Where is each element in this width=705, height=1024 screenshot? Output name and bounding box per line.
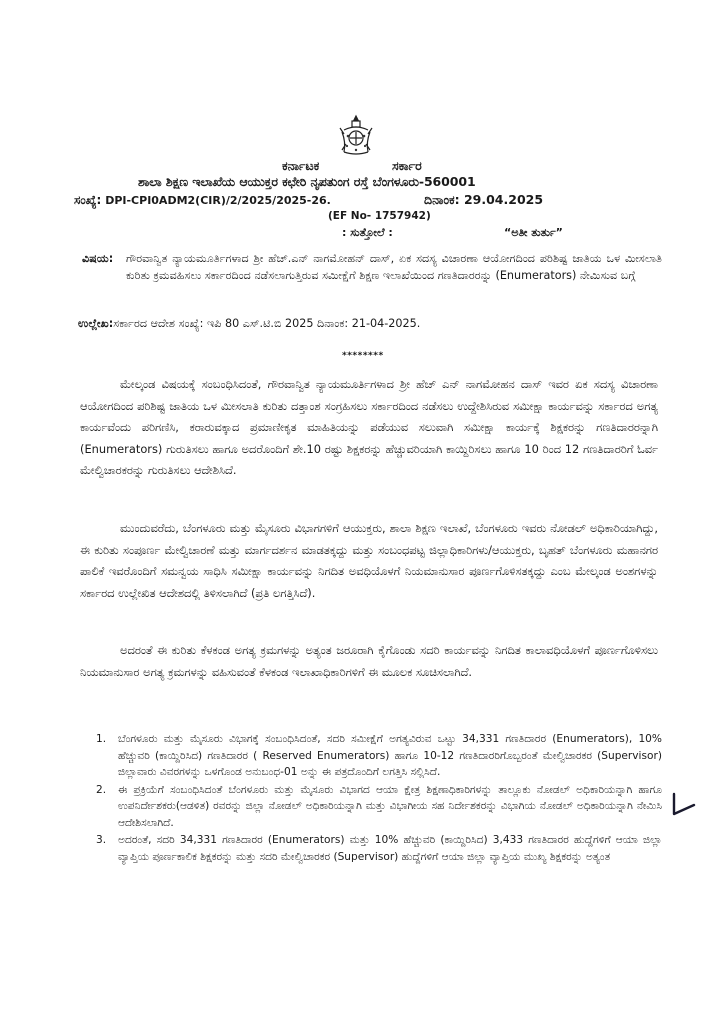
- reference-text: ಸರ್ಕಾರದ ಆದೇಶ ಸಂಖ್ಯೆ: ಇಪಿ 80 ಎಸ್.ಟಿ.ಬಿ 2025 ದಿನಾಂಕ: 21-04-2025.: [113, 317, 421, 330]
- subject-block: [82, 251, 662, 284]
- list-item: [96, 782, 662, 832]
- karnataka-emblem-icon: [336, 114, 376, 158]
- paragraph-text: ಮುಂದುವರೆದು, ಬೆಂಗಳೂರು ಮತ್ತು ಮೈಸೂರು ವಿಭಾಗಗಳಿಗೆ ಆಯುಕ್ತರು, ಶಾಲಾ ಶಿಕ್ಷಣ ಇಲಾಖೆ, ಬೆಂಗಳೂರು ಇವರು ನೋಡಲ್ ಅಧಿಕಾರಿಯಾಗಿದ್ದು, ಈ ಕುರಿತು ಸಂಪೂರ್ಣ ಮೇಲ್ವಿಚಾರಣೆ ಮತ್ತು ಮಾರ್ಗದರ್ಶನ ಮಾಡತಕ್ಕದ್ದು ಮತ್ತು ಸಂಬಂಧಪಟ್ಟ ಜಿಲ್ಲಾಧಿಕಾರಿಗಳು/ಆಯುಕ್ತರು, ಬೃಹತ್ ಬೆಂಗಳೂರು ಮಹಾನಗರ ಪಾಲಿಕೆ ಇವರೊಂದಿಗೆ ಸಮನ್ವಯ ಸಾಧಿಸಿ ಸಮೀಕ್ಷಾ ಕಾರ್ಯವನ್ನು ನಿಗದಿತ ಅವಧಿಯೊಳಗೆ ನಿಯಮಾನುಸಾರ ಪೂರ್ಣಗೊಳಿಸತಕ್ಕದ್ದು ಎಂಬ ಮೇಲ್ಕಂಡ ಅಂಶಗಳನ್ನು ಸರ್ಕಾರದ ಉಲ್ಲೇಖಿತ ಆದೇಶದಲ್ಲಿ ತಿಳಿಸಲಾಗಿದೆ (ಪ್ರತಿ ಲಗತ್ತಿಸಿದೆ).: [80, 521, 658, 600]
- circular-title: : ಸುತ್ತೋಲೆ :: [342, 226, 393, 239]
- government-name-right: ಸರ್ಕಾರ: [392, 158, 422, 173]
- subject-label: ವಿಷಯ:: [82, 252, 114, 265]
- list-item: [96, 731, 662, 781]
- instruction-list: [96, 731, 662, 866]
- paragraph-2: [80, 518, 658, 604]
- list-item-number: 3.: [96, 834, 107, 846]
- date-label: ದಿನಾಂಕ:: [424, 192, 460, 207]
- list-item-number: 1.: [96, 733, 107, 745]
- list-item-text: ಬೆಂಗಳೂರು ಮತ್ತು ಮೈಸೂರು ವಿಭಾಗಕ್ಕೆ ಸಂಬಂಧಿಸಿದಂತೆ, ಸದರಿ ಸಮೀಕ್ಷೆಗೆ ಅಗತ್ಯವಿರುವ ಒಟ್ಟು 34,331 ಗಣತಿದಾರರ (Enumerators), 10% ಹೆಚ್ಚುವರಿ (ಕಾಯ್ದಿರಿಸಿದ) ಗಣತಿದಾರರ ( Reserved Enumerators) ಹಾಗೂ 10-12 ಗಣತಿದಾರರಿಗೊಬ್ಬರಂತೆ ಮೇಲ್ವಿಚಾರಕರ (Supervisor) ಜಿಲ್ಲಾವಾರು ವಿವರಗಳನ್ನು ಒಳಗೊಂಡ ಅನುಬಂಧ-01 ಅನ್ನು ಈ ಪತ್ರದೊಂದಿಗೆ ಲಗತ್ತಿಸಿ ಸಲ್ಲಿಸಿದೆ.: [118, 733, 662, 778]
- list-item-text: ಈ ಪ್ರಕ್ರಿಯೆಗೆ ಸಂಬಂಧಿಸಿದಂತೆ ಬೆಂಗಳೂರು ಮತ್ತು ಮೈಸೂರು ವಿಭಾಗದ ಆಯಾ ಕ್ಷೇತ್ರ ಶಿಕ್ಷಣಾಧಿಕಾರಿಗಳನ್ನು ತಾಲ್ಲೂಕು ನೋಡಲ್ ಅಧಿಕಾರಿಯನ್ನಾಗಿ ಹಾಗೂ ಉಪನಿರ್ದೇಶಕರು(ಆಡಳಿತ) ರವರನ್ನು ಜಿಲ್ಲಾ ನೋಡಲ್ ಅಧಿಕಾರಿಯನ್ನಾಗಿ ಮತ್ತು ವಿಭಾಗೀಯ ಸಹ ನಿರ್ದೇಶಕರನ್ನು ವಿಭಾಗಿಯ ನೋಡಲ್ ಅಧಿಕಾರಿಯನ್ನಾಗಿ ನೇಮಿಸಿ ಆದೇಶಿಸಲಾಗಿದೆ.: [118, 783, 662, 829]
- list-item-number: 2.: [96, 783, 107, 796]
- paragraph-1: [80, 374, 658, 482]
- reference-number: [74, 193, 331, 208]
- reference-number-label: ಸಂಖ್ಯೆ:: [74, 193, 102, 207]
- subject-text: ಗೌರವಾನ್ವಿತ ನ್ಯಾಯಮೂರ್ತಿಗಳಾದ ಶ್ರೀ ಹೆಚ್.ಎನ್ ನಾಗಮೋಹನ್ ದಾಸ್, ಏಕ ಸದಸ್ಯ ವಿಚಾರಣಾ ಆಯೋಗದಿಂದ ಪರಿಶಿಷ್ಟ ಜಾತಿಯ ಒಳ ಮೀಸಲಾತಿ ಕುರಿತು ಕ್ರಮವಹಿಸಲು ಸರ್ಕಾರದಿಂದ ನಡೆಸಲಾಗುತ್ತಿರುವ ಸಮೀಕ್ಷೆಗೆ ಶಿಕ್ಷಣ ಇಲಾಖೆಯಿಂದ ಗಣತಿದಾರರನ್ನು (Enumerators) ನೇಮಿಸುವ ಬಗ್ಗೆ: [126, 252, 662, 282]
- paragraph-text: ಮೇಲ್ಕಂಡ ವಿಷಯಕ್ಕೆ ಸಂಬಂಧಿಸಿದಂತೆ, ಗೌರವಾನ್ವಿತ ನ್ಯಾಯಮೂರ್ತಿಗಳಾದ ಶ್ರೀ ಹೆಚ್ ಎನ್ ನಾಗಮೋಹನ ದಾಸ್ ಇವರ ಏಕ ಸದಸ್ಯ ವಿಚಾರಣಾ ಆಯೋಗದಿಂದ ಪರಿಶಿಷ್ಟ ಜಾತಿಯ ಒಳ ಮೀಸಲಾತಿ ಕುರಿತು ದತ್ತಾಂಶ ಸಂಗ್ರಹಿಸಲು ಸರ್ಕಾರದಿಂದ ನಡೆಸಲು ಉದ್ದೇಶಿಸಿರುವ ಸಮೀಕ್ಷಾ ಕಾರ್ಯವನ್ನು ಸರ್ಕಾರದ ಅಗತ್ಯ ಕಾರ್ಯವೆಂದು ಪರಿಗಣಿಸಿ, ಕರಾರುವಕ್ಕಾದ ಪ್ರಮಾಣೀಕೃತ ಮಾಹಿತಿಯನ್ನು ಪಡೆಯುವ ಸಲುವಾಗಿ ಸಮೀಕ್ಷಾ ಕಾರ್ಯಕ್ಕೆ ಶಿಕ್ಷಕರನ್ನು ಗಣತಿದಾರರನ್ನಾಗಿ (Enumerators) ಗುರುತಿಸಲು ಹಾಗೂ ಅದರೊಂದಿಗೆ ಶೇ.10 ರಷ್ಟು ಶಿಕ್ಷಕರನ್ನು ಹೆಚ್ಚುವರಿಯಾಗಿ ಕಾಯ್ದಿರಿಸಲು ಹಾಗೂ 10 ರಿಂದ 12 ಗಣತಿದಾರರಿಗೆ ಓರ್ವ ಮೇಲ್ವಿಚಾರಕರನ್ನು ಗುರುತಿಸಲು ಆದೇಶಿಸಿದೆ.: [80, 377, 658, 478]
- list-item: [96, 832, 662, 865]
- ef-number: (EF No- 1757942): [328, 210, 431, 222]
- office-address: ಶಾಲಾ ಶಿಕ್ಷಣ ಇಲಾಖೆಯ ಆಯುಕ್ತರ ಕಛೇರಿ ನೃಪತುಂಗ ರಸ್ತೆ ಬೆಂಗಳೂರು-560001: [138, 174, 476, 189]
- government-name-left: ಕರ್ನಾಟಕ: [282, 158, 320, 173]
- separator: ********: [342, 351, 384, 361]
- list-item-text: ಅದರಂತೆ, ಸದರಿ 34,331 ಗಣತಿದಾರರ (Enumerators) ಮತ್ತು 10% ಹೆಚ್ಚುವರಿ (ಕಾಯ್ದಿರಿಸಿದ) 3,433 ಗಣತಿದಾರರ ಹುದ್ದೆಗಳಿಗೆ ಆಯಾ ಜಿಲ್ಲಾ ವ್ಯಾಪ್ತಿಯ ಪೂರ್ಣಕಾಲಿಕ ಶಿಕ್ಷಕರನ್ನು ಮತ್ತು ಸದರಿ ಮೇಲ್ವಿಚಾರಕರ (Supervisor) ಹುದ್ದೆಗಳಿಗೆ ಆಯಾ ಜಿಲ್ಲಾ ವ್ಯಾಪ್ತಿಯ ಮುಖ್ಯ ಶಿಕ್ಷಕರನ್ನು ಅತ್ಯಂತ: [118, 834, 662, 863]
- reference-block: [78, 317, 420, 331]
- handwritten-tick-icon: [664, 790, 700, 820]
- paragraph-text: ಅದರಂತೆ ಈ ಕುರಿತು ಕೆಳಕಂಡ ಅಗತ್ಯ ಕ್ರಮಗಳನ್ನು ಅತ್ಯಂತ ಜರೂರಾಗಿ ಕೈಗೊಂಡು ಸದರಿ ಕಾರ್ಯವನ್ನು ನಿಗದಿತ ಕಾಲಾವಧಿಯೊಳಗೆ ಪೂರ್ಣಗೊಳಿಸಲು ನಿಯಮಾನುಸಾರ ಅಗತ್ಯ ಕ್ರಮಗಳನ್ನು ವಹಿಸುವಂತೆ ಕೆಳಕಂಡ ಇಲಾಖಾಧಿಕಾರಿಗಳಿಗೆ ಈ ಮೂಲಕ ಸೂಚಿಸಲಾಗಿದೆ.: [80, 643, 658, 679]
- reference-number-value: DPI-CPI0ADM2(CIR)/2/2025/2025-26.: [105, 194, 331, 207]
- date-value: 29.04.2025: [463, 192, 544, 207]
- paragraph-3: [80, 640, 658, 683]
- urgency-label: “ಅತೀ ತುರ್ತು”: [504, 226, 563, 239]
- reference-label: ಉಲ್ಲೇಖ:: [78, 317, 114, 330]
- document-date: [424, 192, 543, 208]
